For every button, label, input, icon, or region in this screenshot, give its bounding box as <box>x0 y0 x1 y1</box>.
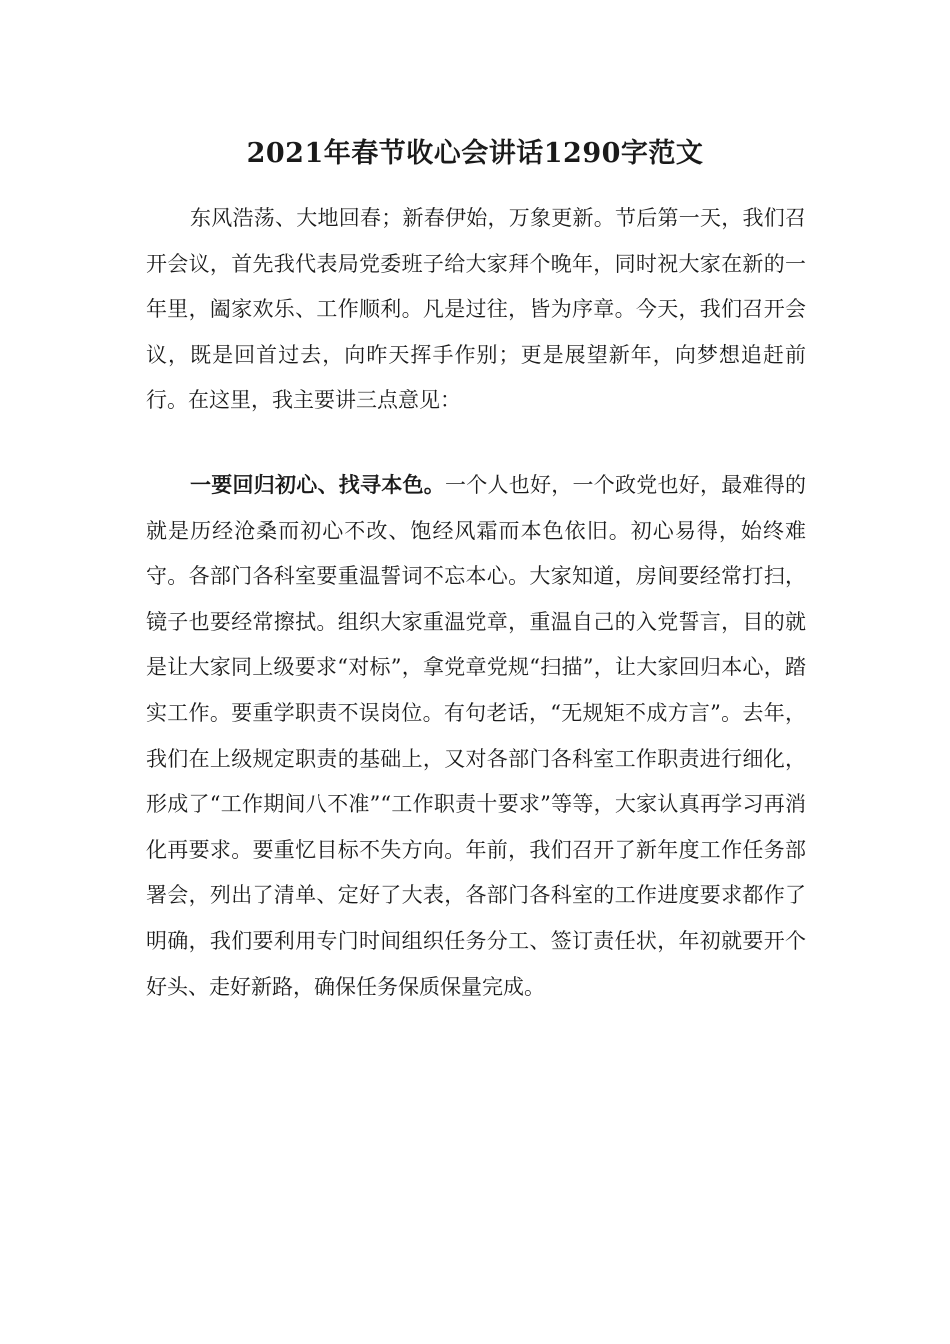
paragraph-point-one-heading: 一要回归初心、找寻本色。 <box>190 472 445 497</box>
document-title: 2021年春节收心会讲话1290字范文 <box>246 138 704 169</box>
paragraph-intro <box>146 196 806 424</box>
paragraph-intro-text: 东风浩荡、大地回春；新春伊始，万象更新。节后第一天，我们召开会议，首先我代表局党委班子给大家拜个晚年，同时祝大家在新的一年里，阖家欢乐、工作顺利。凡是过往，皆为序章。今天，我们召开会议，既是回首过去，向昨天挥手作别；更是展望新年，向梦想追赶前行。在这里，我主要讲三点意见： <box>146 206 806 413</box>
paragraph-point-one <box>146 462 806 1010</box>
paragraph-point-one-text: 一个人也好，一个政党也好，最难得的就是历经沧桑而初心不改、饱经风霜而本色依旧。初心易得，始终难守。各部门各科室要重温誓词不忘本心。大家知道，房间要经常打扫，镜子也要经常擦拭。组织大家重温党章，重温自己的入党誓言，目的就是让大家同上级要求“对标”，拿党章党规“扫描”，让大家回归本心，踏实工作。要重学职责不误岗位。有句老话，“无规矩不成方言”。去年，我们在上级规定职责的基础上，又对各部门各科室工作职责进行细化，形成了“工作期间八不准”“工作职责十要求”等等，大家认真再学习再消化再要求。要重忆目标不失方向。年前，我们召开了新年度工作任务部署会，列出了清单、定好了大表，各部门各科室的工作进度要求都作了明确，我们要利用专门时间组织任务分工、签订责任状，年初就要开个好头、走好新路，确保任务保质保量完成。 <box>146 473 806 999</box>
